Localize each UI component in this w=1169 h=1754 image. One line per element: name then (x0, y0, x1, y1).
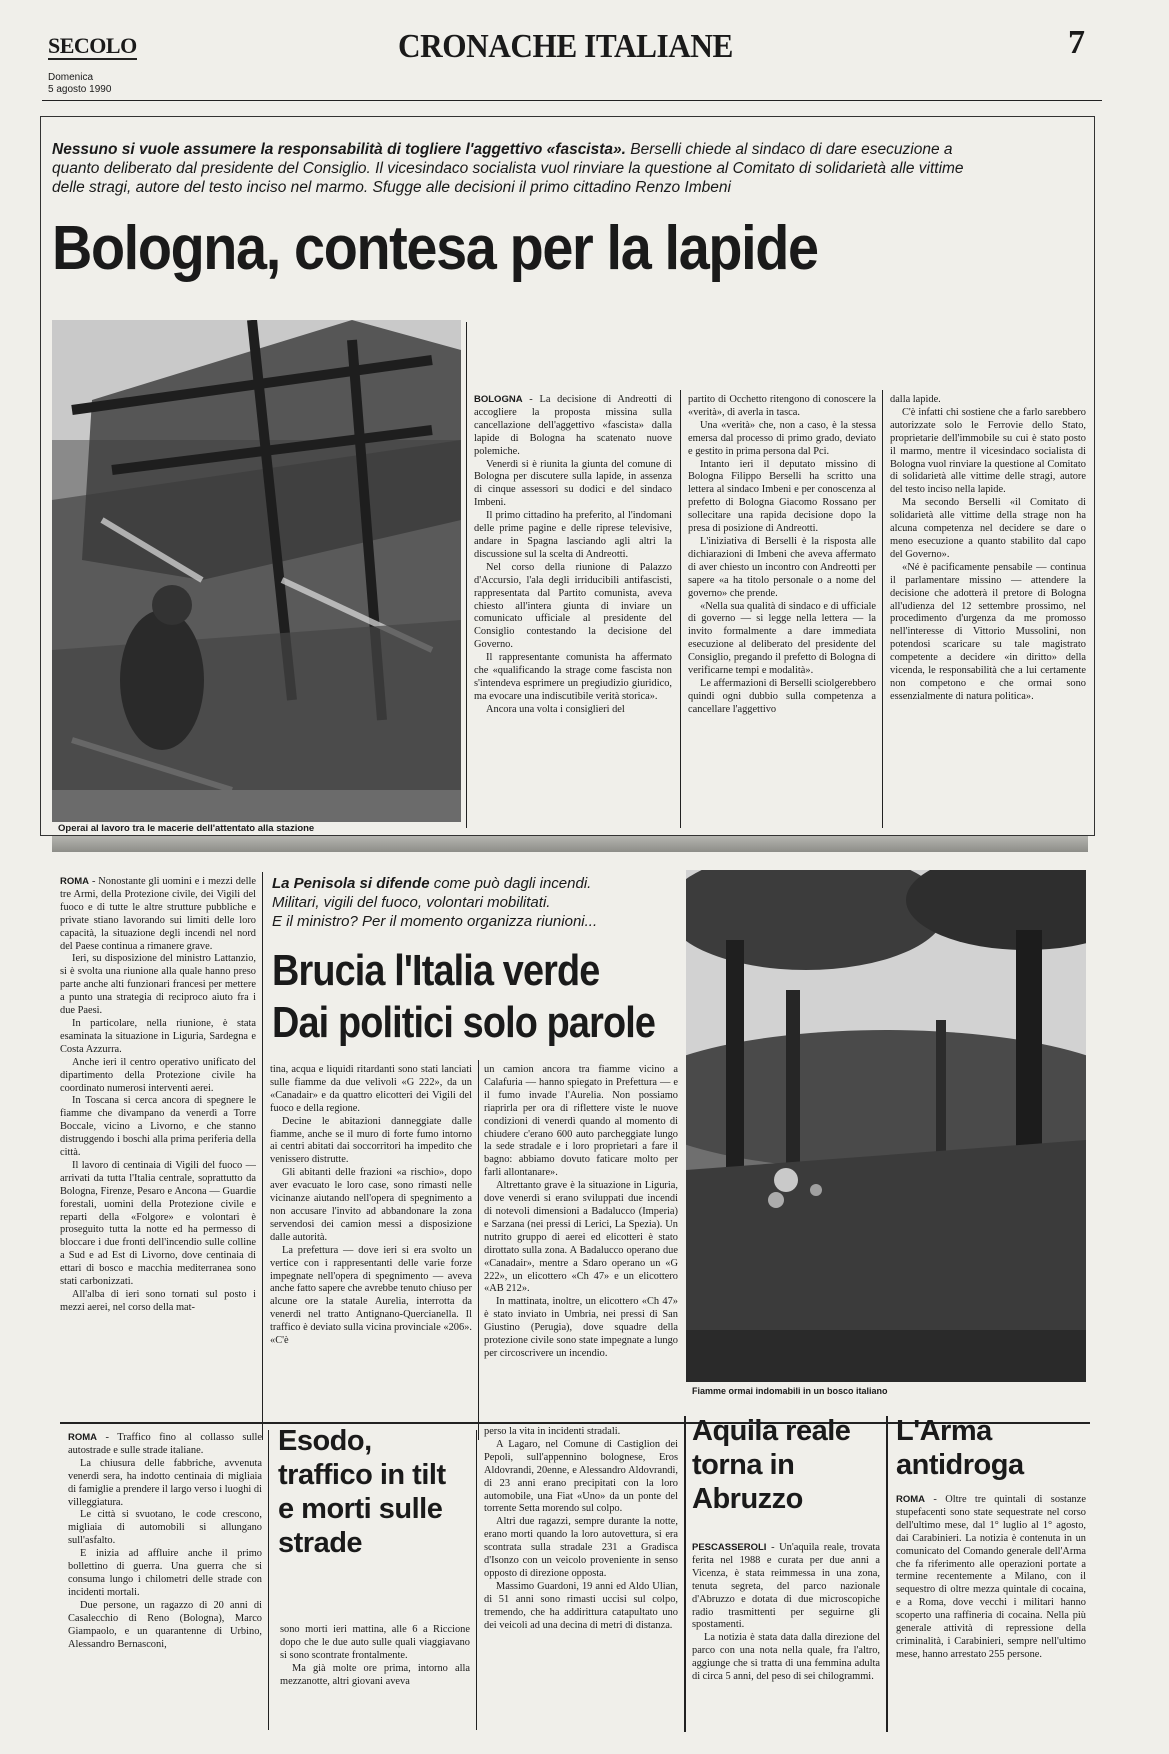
lead-paragraph: partito di Occhetto ritengono di conoscere la «verità», di averla in tasca. (688, 394, 876, 418)
fires-paragraph: Anche ieri il centro operativo unificato del dipartimento della Protezione civile ha coordinato numerosi interventi aerei. (60, 1056, 256, 1094)
lead-kicker-text: Berselli chiede al sindaco di dare esecuzione a quanto deliberato dal presidente del Consiglio. Il vicesindaco socialista vuol rinviare la questione al Comitato di solidarietà alle vittime delle stragi, autore del testo inciso nel marmo. Sfugge alle decisioni il primo cittadino Renzo Imbeni (52, 141, 964, 196)
drugs-headline: L'Arma antidroga (896, 1415, 1024, 1481)
eagle-body (692, 1542, 880, 1728)
lead-dateline: BOLOGNA (474, 394, 523, 405)
lead-headline: Bologna, contesa per la lapide (52, 214, 818, 283)
traffic-column-2 (280, 1624, 470, 1728)
lead-col-sep-2 (680, 390, 681, 828)
lead-col-sep-1 (466, 322, 467, 828)
station-rubble-image (52, 320, 461, 822)
fires-paragraph: un camion ancora tra fiamme vicino a Calafuria — hanno spiegato in Prefettura — e il fumo invade l'Aurelia. Non possiamo riaprirla per ora di riflettere viste le nuove condizioni di venerdì quando al momento di chiudere c'erano 600 auto parcheggiate lungo la sede stradale e i loro proprietari a fare il bagno: abbiamo dovuto faticare molto per farli allontanare». (484, 1064, 678, 1179)
lead-paragraph: Una «verità» che, non a caso, è la stessa emersa dal processo di primo grado, deviato e gestito in prima persona dal Pci. (688, 419, 876, 457)
drugs-body (896, 1494, 1086, 1730)
traffic-paragraph: - Traffico fino al collasso sulle autostrade e sulle strade italiane. (68, 1432, 262, 1456)
lead-column-2 (688, 394, 876, 830)
traffic-column-3 (484, 1426, 678, 1728)
fires-paragraph: In Toscana si cerca ancora di spegnere le fiamme che divampano da venerdì a Torre Boccale, vicino a Livorno, e che stanno distruggendo i boschi alla prima periferia della città. (60, 1095, 256, 1159)
lead-paragraph: «Nella sua qualità di sindaco e di ufficiale di governo — si legge nella lettera — la invito formalmente a dare immediata esecuzione al deliberato del presidente del Consiglio, pregando il prefetto di Bologna di verificarne tempi e modalità». (688, 600, 876, 677)
lead-paragraph: L'iniziativa di Berselli è la risposta alle dichiarazioni di Imbeni che aveva affermato di aver chiesto un incontro con Andreotti per sapere «a ha titolo personale o a nome del governo» che prende. (688, 535, 876, 599)
traffic-column-1 (68, 1432, 262, 1730)
traffic-paragraph: Ma già molte ore prima, intorno alla mezzanotte, altri giovani aveva (280, 1662, 470, 1687)
fires-paragraph: All'alba di ieri sono tornati sul posto i mezzi aerei, nel corso della mat- (60, 1289, 256, 1313)
fires-column-1 (60, 876, 256, 1438)
drugs-paragraph: - Oltre tre quintali di sostanze stupefacenti sono state sequestrate nel corso dell'ultimo mese, dal 1° luglio al 1° agosto, dai Carabinieri. La notizia è contenuta in un comunicato del Comando generale dell'Arma che fa riferimento alle operazioni portate a termine recentemente a Milano, con il sequestro di oltre mezza quintale di cocaina, e a Roma, dove vecchi i militari hanno scoperto una raffineria di cocaina. Nella più generale attività di repressione della criminalità, i Carabinieri, sempre nell'ultimo mese, hanno arrestato 255 persone. (896, 1494, 1086, 1660)
fires-dateline: ROMA (60, 876, 90, 887)
fires-paragraph: In particolare, nella riunione, è stata esaminata la situazione in Liguria, Sardegna e Costa Azzurra. (60, 1017, 256, 1055)
fires-kicker-line-2: Militari, vigili del fuoco, volontari mobilitati. (272, 894, 551, 911)
fires-kicker-line-3: E il ministro? Per il momento organizza riunioni... (272, 913, 598, 930)
lead-paragraph: Il rappresentante comunista ha affermato che «qualificando la strage come fascista non s'intendeva esprimere un pregiudizio giuridico, ma evocare una indiscutibile verità storica». (474, 652, 672, 702)
eagle-paragraph: La notizia è stata data dalla direzione del parco con una nota nella quale, fra l'altro, aggiunge che si tratta di una femmina adulta di circa 5 anni, del peso di sei chilogrammi. (692, 1632, 880, 1683)
lead-paragraph: «Né è pacificamente pensabile — continua il parlamentare missino — attendere la decisione che adotterà il pretore di Bologna all'udienza del 12 settembre prossimo, nel procedimento d'urgenza da me promosso nell'interesse di Vittorio Mussolini, non potendosi scaricare su tale magistrato competente a decidere «in diritto» della vicenda, le responsabilità che a lui certamente non competono e che ormai sono essenzialmente di natura politica». (890, 561, 1086, 702)
fires-paragraph: Altrettanto grave è la situazione in Liguria, dove venerdì si erano sviluppati due incendi di notevoli dimensioni a Badalucco (Imperia) e Sarzana (nei pressi di Lerici, La Spezia). Un nutrito gruppo di aerei ed elicotteri è stato dirottato sulla zona. A Badalucco operano due «Canadair», mentre a Sdaro operano un «G 222», un elicottero «Ch 47» e un elicottero «AB 212». (484, 1180, 678, 1295)
traffic-paragraph: A Lagaro, nel Comune di Castiglion dei Pepoli, sull'appennino bolognese, Eros Aldovrandi, 20enne, e Alessandro Aldovrandi, di 23 anni erano precipitati con la loro automobile, una Fiat «Uno» da un ponte del torrente Setta morendo sul colpo. (484, 1438, 678, 1515)
eagle-headline: Aquila reale torna in Abruzzo (692, 1415, 851, 1515)
fires-kicker-text: come può dagli incendi. (433, 875, 592, 892)
drugs-dateline: ROMA (896, 1494, 926, 1505)
masthead-rule (42, 100, 1102, 101)
fires-column-2 (270, 1064, 472, 1438)
fires-kicker-line-1 (272, 874, 672, 893)
lead-col-sep-3 (882, 390, 883, 828)
traffic-headline: Esodo, traffico in tilt e morti sulle strade (278, 1425, 446, 1559)
eagle-paragraph: - Un'aquila reale, trovata ferita nel 1988 e curata per due anni a Vicenza, è stata reimmessa in una zona, tenuta segreta, del parco nazionale d'Abruzzo e dotata di due microscopiche radio trasmittenti per seguirne gli spostamenti. (692, 1542, 880, 1631)
lead-paragraph: C'è infatti chi sostiene che a farlo sarebbero autorizzate solo le Ferrovie dello Stato, proprietarie dell'immobile su cui è stato posto il marmo, mentre il vicesindaco socialista di Bologna vuol rinviare la questione al Comitato di solidarietà alle vittime delle stragi, autore del testo inciso nella lapide. (890, 406, 1086, 496)
lead-paragraph: Il primo cittadino ha preferito, al l'indomani delle prime pagine e delle riprese televisive, andare in Spagna lasciando agli altri la discussione sul la scelta di Andreotti. (474, 510, 672, 560)
issue-date: 5 agosto 1990 (48, 84, 112, 95)
traffic-paragraph: La chiusura delle fabbriche, avvenuta venerdì sera, ha indotto centinaia di migliaia di famiglie a prendere il largo verso i luoghi di villeggiatura. (68, 1457, 262, 1508)
drugs-sep (886, 1416, 888, 1732)
lead-kicker (52, 140, 982, 197)
lead-paragraph: Le affermazioni di Berselli sciolgerebbero quindi ogni dubbio sulla competenza a cancellare l'aggettivo (688, 677, 876, 715)
traffic-col-sep-1 (268, 1430, 269, 1730)
fires-column-3 (484, 1064, 678, 1438)
fires-paragraph: Ieri, su disposizione del ministro Lattanzio, si è svolta una riunione alla quale hanno preso parte anche alti funzionari francesi per mettere a punto una strategia di reciproco aiuto fra i due Paesi. (60, 953, 256, 1017)
fires-paragraph: La prefettura — dove ieri si era svolto un vertice con i rappresentanti delle varie forze impegnate nell'opera di spegnimento — aveva anche fatto sapere che avrebbe tenuto chiuso per alcune ore la statale Aurelia, interrotta da venerdì nel tratto Antignano-Quercianella. Il traffico è deviato sulla vicina provinciale «206». «C'è (270, 1244, 472, 1347)
fires-paragraph: In mattinata, inoltre, un elicottero «Ch 47» è stato inviato in Umbria, nei pressi di San Giustino (Perugia), dove squadre della protezione civile sono state impegnate a lungo per circoscrivere un incendio. (484, 1296, 678, 1359)
traffic-paragraph: sono morti ieri mattina, alle 6 a Riccione dopo che le due auto sulle quali viaggiavano si sono scontrate frontalmente. (280, 1624, 470, 1661)
forest-fire-photo (686, 870, 1086, 1382)
lead-paragraph: - La decisione di Andreotti di accogliere la proposta missina sulla cancellazione dell'aggettivo «fascista» dalla lapide di Bologna ha scatenato nuove polemiche. (474, 394, 672, 457)
lead-column-1 (474, 394, 672, 830)
fires-headline-1: Brucia l'Italia verde (272, 946, 600, 995)
traffic-paragraph: Due persone, un ragazzo di 20 anni di Casalecchio di Reno (Bologna), Marco Giampaolo, e un quarantenne di Urbino, Alessandro Bernasconi, (68, 1599, 262, 1650)
fires-col-sep-2 (478, 1060, 479, 1440)
lead-column-3 (890, 394, 1086, 830)
fires-paragraph: Decine le abitazioni danneggiate dalle fiamme, anche se il muro di forte fumo intorno ai centri abitati dai soccorritori ha impedito che venissero distrutte. (270, 1115, 472, 1166)
traffic-col-sep-2 (476, 1430, 477, 1730)
eagle-sep (684, 1416, 686, 1732)
traffic-paragraph: Le città si svuotano, le code crescono, migliaia di automobili si allungano sull'asfalto. (68, 1509, 262, 1547)
section-divider-band (52, 836, 1088, 852)
fires-col-sep-1 (262, 872, 263, 1440)
page-number: 7 (1068, 24, 1085, 61)
fires-kicker-bold: La Penisola si difende (272, 875, 430, 892)
fires-paragraph: Gli abitanti delle frazioni «a rischio», dopo aver evacuato le loro case, sono rimasti nelle vicinanze aiutando nell'opera di spegnimento a non accusare l'invito ad abbandonare la zona servendosi dei camion messi a disposizione dalle autorità. (270, 1167, 472, 1243)
lead-paragraph: Intanto ieri il deputato missino di Bologna Filippo Berselli ha scritto una lettera al sindaco Imbeni e per conoscenza al prefetto di Bologna Giacomo Rossano per sollecitare una rapida decisione dopo la presa di posizione di Andreotti. (688, 458, 876, 535)
traffic-paragraph: Massimo Guardoni, 19 anni ed Aldo Ulian, di 51 anni sono rimasti uccisi sul colpo, tremendo, che ha addirittura catapultato uno dei veicoli ad una decina di metri di distanza. (484, 1580, 678, 1631)
issue-day: Domenica (48, 72, 94, 83)
fires-paragraph: - Nonostante gli uomini e i mezzi delle tre Armi, della Protezione civile, dei Vigili del fuoco e di tutte le altre strutture pubbliche e private stiano lavorando sui limiti delle loro capacità, la situazione degli incendi nel nord del Paese continua a rimanere grave. (60, 876, 256, 952)
station-rubble-photo (52, 320, 461, 822)
lead-paragraph: Nel corso della riunione di Palazzo d'Accursio, l'ala degli irriducibili antifascisti, rappresentata dal Partito comunista, aveva chiesto all'intera giunta di inviare un comunicato ufficiale al presidente del Consiglio contestando la decisione del Governo. (474, 561, 672, 651)
traffic-paragraph: E inizia ad affluire anche il primo bollettino di guerra. Una guerra che si consuma lungo i chilometri delle strade con incidenti mortali. (68, 1548, 262, 1598)
fires-paragraph: tina, acqua e liquidi ritardanti sono stati lanciati sulle fiamme da due velivoli «G 222», da un «Canadair» e da quattro elicotteri dei Vigili del fuoco e della regione. (270, 1064, 472, 1114)
fires-photo-caption: Fiamme ormai indomabili in un bosco italiano (692, 1386, 888, 1396)
fires-kicker (272, 874, 672, 931)
lead-kicker-bold: Nessuno si vuole assumere la responsabilità di togliere l'aggettivo «fascista». (52, 141, 626, 158)
lead-paragraph: Venerdì si è riunita la giunta del comune di Bologna per discutere sulla lapide, in assenza di cinque assessori su dodici e del sindaco Imbeni. (474, 458, 672, 509)
section-title: CRONACHE ITALIANE (398, 28, 733, 65)
eagle-dateline: PESCASSEROLI (692, 1542, 767, 1553)
traffic-paragraph: perso la vita in incidenti stradali. (484, 1426, 621, 1437)
traffic-paragraph: Altri due ragazzi, sempre durante la notte, erano morti quando la loro autovettura, si era scontrata sulla stradale 231 a Gradisca d'Isonzo con un veicolo proveniente in senso opposto di direzione opposta. (484, 1516, 678, 1579)
forest-fire-image (686, 870, 1086, 1382)
lead-paragraph: Ancora una volta i consiglieri del (486, 703, 625, 715)
lead-photo-caption: Operai al lavoro tra le macerie dell'attentato alla stazione (58, 823, 315, 834)
lead-paragraph: dalla lapide. (890, 394, 941, 405)
fires-headline-2: Dai politici solo parole (272, 998, 656, 1047)
paper-name: SECOLO (48, 33, 137, 58)
traffic-dateline: ROMA (68, 1432, 98, 1443)
lead-paragraph: Ma secondo Berselli «il Comitato di solidarietà alle vittime della strage non ha alcuna competenza nel decidere se dare o meno esecuzione a quanto stabilito dal capo del Governo». (890, 497, 1086, 560)
fires-paragraph: Il lavoro di centinaia di Vigili del fuoco — arrivati da tutta l'Italia centrale, soprattutto da Bologna, Firenze, Pesaro e Ancona — Guardie forestali, uomini della Protezione civile e reparti della «Folgore» e volontari è proseguito tutta la notte ed ha permesso di bloccare i due fronti dell'incendio sulle colline a Sud e ad Est di Livorno, dove centinaia di ettari di bosco e macchia mediterranea sono stati carbonizzati. (60, 1159, 256, 1288)
